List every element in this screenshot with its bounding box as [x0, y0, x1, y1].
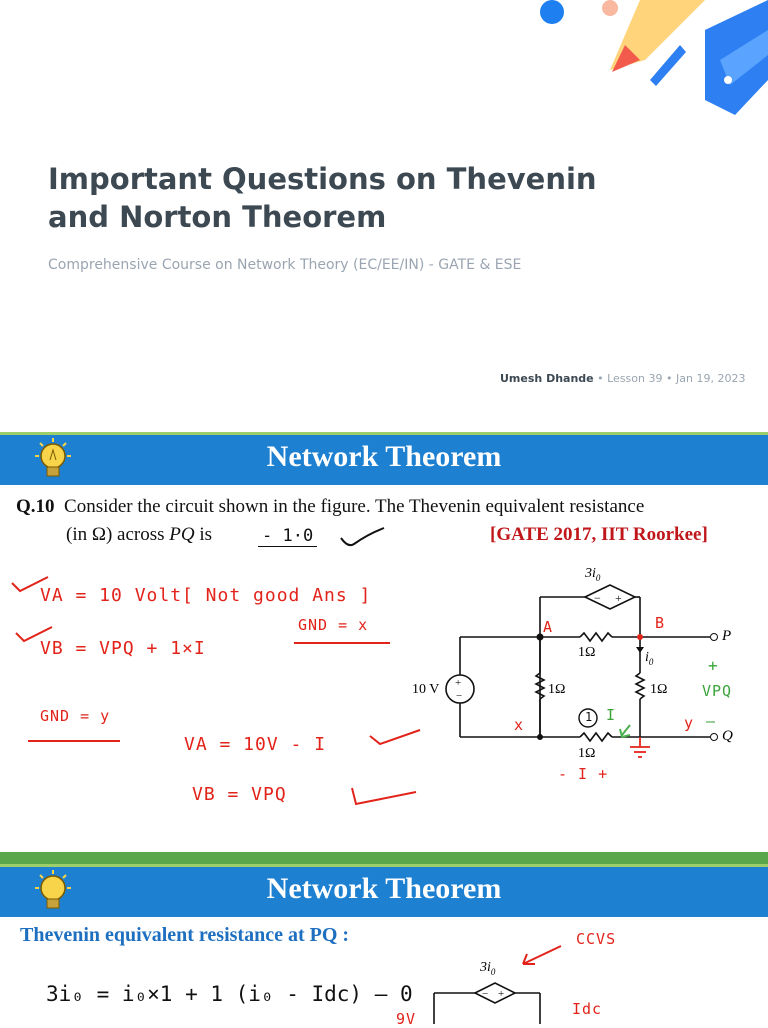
- slide2-equation: 3i₀ = i₀×1 + 1 (i₀ - Idc) — 0: [46, 982, 413, 1006]
- underline: [28, 740, 120, 742]
- node-a-label: A: [543, 618, 554, 636]
- lesson-number: Lesson 39: [607, 372, 663, 385]
- svg-text:+: +: [498, 988, 505, 1000]
- slide-divider: [0, 852, 768, 864]
- handwritten-answer: - 1·0: [258, 526, 317, 547]
- vpq-minus: –: [706, 712, 717, 730]
- svg-text:+: +: [455, 677, 462, 689]
- question-pq: PQ: [169, 524, 195, 545]
- question-text-1: Consider the circuit shown in the figure. The Thevenin equivalent resistance: [64, 496, 645, 517]
- vpq-plus: +: [708, 656, 719, 675]
- note-vb: VB = VPQ + 1×I: [40, 638, 206, 659]
- slide2-heading: Thevenin equivalent resistance at PQ :: [20, 924, 350, 946]
- node-y-label: y: [684, 714, 695, 732]
- ccvs-note: CCVS: [576, 930, 617, 948]
- separator: •: [666, 372, 673, 385]
- slide2-circuit: [420, 975, 550, 1024]
- note-minus-i-plus: - I +: [558, 765, 609, 783]
- red-tick-icon: [350, 784, 420, 808]
- question-text-2a: (in Ω) across: [66, 524, 165, 545]
- question-label: Q.10: [16, 496, 55, 517]
- current-label: $i_0$: [645, 650, 654, 667]
- note-gnd-y: GND = y: [40, 707, 111, 725]
- lesson-meta: [500, 372, 745, 385]
- terminal-q: Q: [722, 728, 733, 744]
- vpq-label: VPQ: [702, 682, 733, 700]
- r-mid-label: 1Ω: [650, 682, 668, 697]
- node-b-label: B: [655, 614, 666, 632]
- red-arrow-icon: [515, 940, 565, 970]
- svg-text:−: −: [456, 690, 463, 702]
- loop-number: 1: [585, 710, 593, 724]
- idc-note: Idc: [572, 1000, 603, 1018]
- node-x-label: x: [514, 716, 525, 734]
- source-label: 10 V: [412, 682, 440, 697]
- note-va: VA = 10 Volt: [40, 585, 183, 606]
- terminal-p: P: [722, 628, 732, 644]
- svg-text:−: −: [594, 591, 601, 605]
- note-gnd-x: GND = x: [298, 616, 369, 634]
- slide2-header-title: Network Theorem: [266, 872, 502, 905]
- question-line1: [16, 496, 766, 518]
- partial-note: 9V: [396, 1010, 417, 1028]
- loop-current-label: I: [606, 706, 617, 724]
- note-va2: VA = 10V - I: [184, 734, 327, 755]
- gate-source: [GATE 2017, IIT Roorkee]: [490, 524, 708, 545]
- slide2-dep-label: $3i_0$: [480, 960, 496, 977]
- question-text-2c: is: [199, 524, 213, 545]
- dep-source-label: $3i_0$: [585, 566, 601, 583]
- underline: [294, 642, 390, 644]
- slide1-header-title: Network Theorem: [266, 440, 502, 473]
- title-card: [0, 0, 768, 415]
- r-left-label: 1Ω: [548, 682, 566, 697]
- r-top-label: 1Ω: [578, 645, 596, 660]
- author-name[interactable]: Umesh Dhande: [500, 372, 594, 385]
- separator: •: [597, 372, 604, 385]
- note-bracket: [ Not good Ans ]: [182, 585, 372, 606]
- check-mark-icon: [338, 526, 388, 550]
- question-line2: [66, 524, 212, 546]
- svg-text:+: +: [615, 591, 622, 605]
- pencil-decoration-icon: [530, 0, 768, 130]
- note-vb2: VB = VPQ: [192, 784, 287, 805]
- course-subtitle: Comprehensive Course on Network Theory (EC/EE/IN) - GATE & ESE: [48, 257, 522, 273]
- lesson-date: Jan 19, 2023: [676, 372, 746, 385]
- r-bottom-label: 1Ω: [578, 746, 596, 761]
- svg-text:−: −: [482, 988, 489, 1000]
- course-title: Important Questions on Thevenin and Norton Theorem: [48, 162, 597, 234]
